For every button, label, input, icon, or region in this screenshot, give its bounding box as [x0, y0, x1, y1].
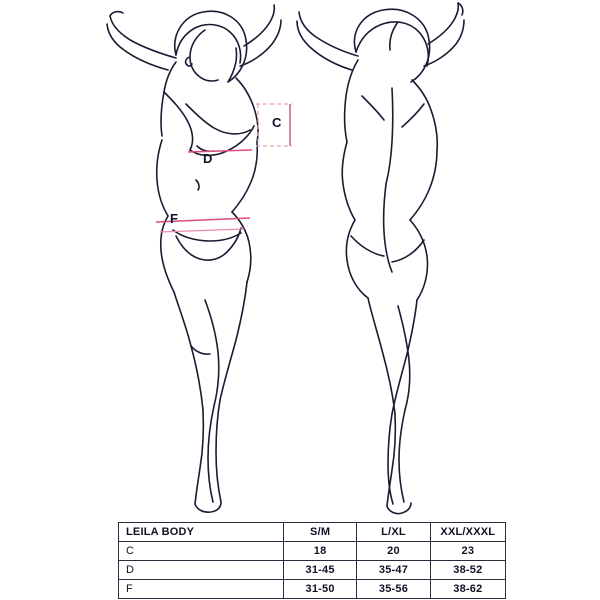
measure-label-f: F [170, 211, 179, 226]
measure-label-d: D [203, 151, 213, 166]
size-table-body [119, 542, 506, 599]
size-table-container [118, 522, 506, 599]
table-header-size-xxl: XXL/XXXL [430, 523, 505, 542]
size-table [118, 522, 506, 599]
cell-f-sm: 31-50 [283, 580, 356, 599]
table-header-size-sm: S/M [283, 523, 356, 542]
cell-c-lxl: 20 [357, 542, 430, 561]
row-label-c: C [119, 542, 284, 561]
cell-f-xxl: 38-62 [430, 580, 505, 599]
front-view-figure [107, 5, 281, 512]
cell-c-sm: 18 [283, 542, 356, 561]
table-row [119, 561, 506, 580]
cell-d-lxl: 35-47 [357, 561, 430, 580]
cell-d-sm: 31-45 [283, 561, 356, 580]
table-header-row [119, 523, 506, 542]
guide-d-line [188, 150, 252, 152]
cell-c-xxl: 23 [430, 542, 505, 561]
table-row [119, 542, 506, 561]
measure-label-c: C [272, 115, 282, 130]
table-header-product: LEILA BODY [119, 523, 284, 542]
back-view-figure [297, 3, 464, 514]
table-row [119, 580, 506, 599]
row-label-d: D [119, 561, 284, 580]
row-label-f: F [119, 580, 284, 599]
size-table-header [119, 523, 506, 542]
table-header-size-lxl: L/XL [357, 523, 430, 542]
cell-f-lxl: 35-56 [357, 580, 430, 599]
cell-d-xxl: 38-52 [430, 561, 505, 580]
